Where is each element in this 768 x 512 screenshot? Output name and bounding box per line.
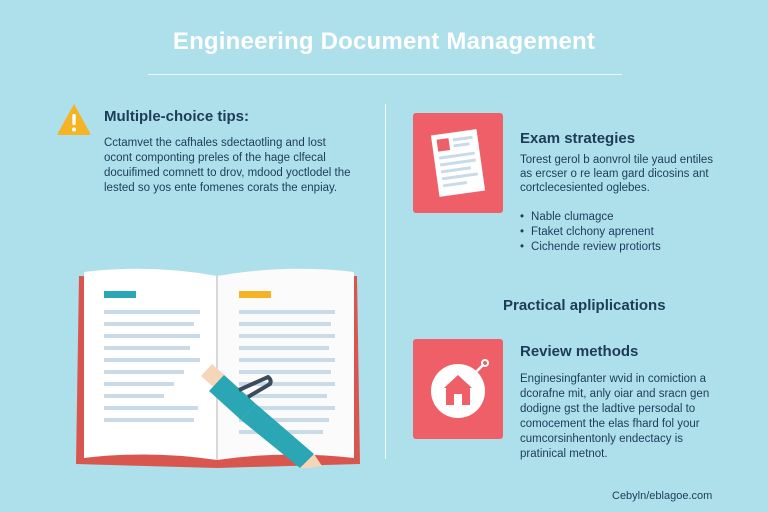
- title-divider: [148, 74, 622, 75]
- review-methods-heading: Review methods: [520, 343, 639, 360]
- open-book-icon: [76, 266, 362, 470]
- tips-heading: Multiple-choice tips:: [104, 108, 250, 125]
- review-methods-body: Enginesingfanter wvid in comiction a dcorafne mit, anly oiar and sracn gen dodigne gst the ladtive persodal to comocement the elas fhard fol your cumcorsinhentonly endectacy is pratinical metnot.: [520, 373, 710, 460]
- list-item: • Ftaket clchony aprenent: [520, 225, 661, 240]
- practical-applications-heading: Practical apliplications: [503, 297, 666, 314]
- list-item: • Cichende review protiorts: [520, 240, 661, 255]
- list-item: • Nable clumagce: [520, 210, 661, 225]
- column-divider: [385, 104, 386, 459]
- house-search-icon: [413, 339, 503, 439]
- exam-strategies-image: [413, 113, 503, 213]
- review-methods-image: [413, 339, 503, 439]
- warning-icon: [56, 102, 92, 136]
- document-icon: [413, 113, 503, 213]
- exam-strategies-body: Torest gerol b aonvrol tile yaud entiles as ercser o re leam gard dicosins ant cortclecesiented oglebes.: [520, 154, 714, 194]
- exam-strategies-heading: Exam strategies: [520, 130, 636, 147]
- page-title: Engineering Document Management: [172, 28, 596, 55]
- tips-body: Cctamvet the cafhales sdectaotling and lost ocont componting preles of the hage clfecal docuifimed comnett to drov, mdood yoctlodel the lested so yos ente fomenes corats the enpiay.: [104, 137, 351, 194]
- footer-credit: Cebyln/eblagoe.com: [612, 490, 713, 502]
- exam-strategies-list: [520, 210, 661, 255]
